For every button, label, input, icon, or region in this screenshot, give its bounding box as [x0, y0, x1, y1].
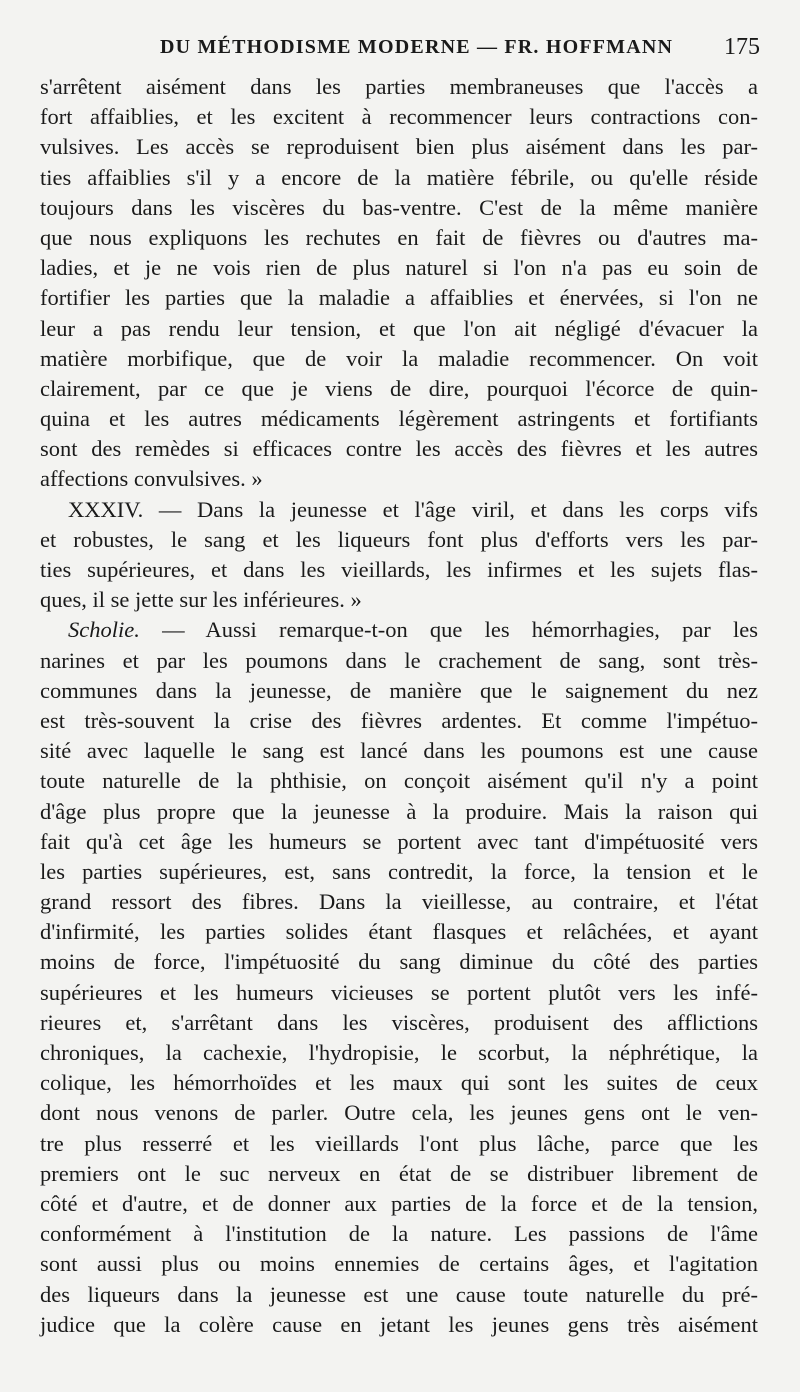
text-line: clairement, par ce que je viens de dire, pourquoi l'écorce de quin- — [40, 375, 758, 401]
text-line: chroniques, la cachexie, l'hydropisie, le scorbut, la néphrétique, la — [40, 1040, 758, 1065]
text-line: côté et d'autre, et de donner aux parties de la force et de la tension, — [40, 1190, 758, 1216]
text-line: ques, il se jette sur les inférieures. » — [40, 587, 362, 613]
text-line: fort affaiblies, et les excitent à recommencer leurs contractions con- — [40, 104, 758, 130]
text-line: ladies, et je ne vois rien de plus naturel si l'on n'a pas eu soin de — [40, 255, 758, 281]
text-line: conformément à l'institution de la nature. Les passions de l'âme — [40, 1221, 758, 1247]
running-title: DU MÉTHODISME MODERNE — FR. HOFFMANN — [160, 36, 674, 58]
text-line: sont aussi plus ou moins ennemies de certains âges, et l'agitation — [40, 1251, 758, 1277]
text-line: quina et les autres médicaments légèrement astringents et fortifiants — [40, 406, 758, 432]
body-text — [40, 72, 758, 1340]
text-line: ties supérieures, et dans les vieillards, les infirmes et les sujets flas- — [40, 557, 758, 582]
text-line: dont nous venons de parler. Outre cela, les jeunes gens ont le ven- — [40, 1100, 758, 1126]
page-header — [40, 36, 760, 66]
page-number: 175 — [724, 34, 760, 60]
text-line: toujours dans les viscères du bas-ventre. C'est de la même manière — [40, 194, 758, 220]
text-line: ties affaiblies s'il y a encore de la matière fébrile, ou qu'elle réside — [40, 164, 758, 190]
scholie-first-line — [40, 615, 758, 645]
text-line: les parties supérieures, est, sans contredit, la force, la tension et le — [40, 858, 758, 884]
text-line: rieures et, s'arrêtant dans les viscères, produisent des afflictions — [40, 1009, 758, 1035]
text-line: sité avec laquelle le sang est lancé dans les poumons est une cause — [40, 738, 758, 764]
scholie-first-line-text: — Aussi remarque-t-on que les hémorrhagies, par les — [162, 617, 758, 643]
text-line: est très-souvent la crise des fièvres ardentes. Et comme l'impétuo- — [40, 707, 758, 733]
text-line: et robustes, le sang et les liqueurs font plus d'efforts vers les par- — [40, 526, 758, 552]
text-line: affections convulsives. » — [40, 466, 263, 492]
text-line: matière morbifique, que de voir la maladie recommencer. On voit — [40, 345, 758, 371]
text-line: fortifier les parties que la maladie a affaiblies et énervées, si l'on ne — [40, 285, 758, 311]
text-line: s'arrêtent aisément dans les parties membraneuses que l'accès a — [40, 74, 758, 99]
section-xxxiv-first-line: XXXIV. — Dans la jeunesse et l'âge viril, et dans les corps vifs — [68, 496, 758, 522]
text-line: vulsives. Les accès se reproduisent bien plus aisément dans les par- — [40, 134, 758, 160]
text-line: d'âge plus propre que la jeunesse à la produire. Mais la raison qui — [40, 798, 758, 824]
text-line: communes dans la jeunesse, de manière que le saignement du nez — [40, 677, 758, 703]
text-line: colique, les hémorrhoïdes et les maux qui sont les suites de ceux — [40, 1070, 758, 1096]
text-line: tre plus resserré et les vieillards l'ont plus lâche, parce que les — [40, 1130, 758, 1156]
text-line: toute naturelle de la phthisie, on conçoit aisément qu'il n'y a point — [40, 768, 758, 794]
text-line: des liqueurs dans la jeunesse est une cause toute naturelle du pré- — [40, 1281, 758, 1307]
text-line: leur a pas rendu leur tension, et que l'on ait négligé d'évacuer la — [40, 315, 758, 341]
text-line: grand ressort des fibres. Dans la vieillesse, au contraire, et l'état — [40, 889, 758, 915]
text-line: que nous expliquons les rechutes en fait de fièvres ou d'autres ma- — [40, 224, 758, 250]
text-line: supérieures et les humeurs vicieuses se portent plutôt vers les infé- — [40, 979, 758, 1005]
text-line: sont des remèdes si efficaces contre les accès des fièvres et les autres — [40, 436, 758, 462]
text-line: premiers ont le suc nerveux en état de se distribuer librement de — [40, 1160, 758, 1186]
text-line: d'infirmité, les parties solides étant flasques et relâchées, et ayant — [40, 919, 758, 945]
text-line: moins de force, l'impétuosité du sang diminue du côté des parties — [40, 949, 758, 975]
scholie-label: Scholie. — [68, 617, 140, 643]
text-line: fait qu'à cet âge les humeurs se portent avec tant d'impétuosité vers — [40, 828, 758, 854]
text-line: narines et par les poumons dans le crachement de sang, sont très- — [40, 647, 758, 673]
text-line: judice que la colère cause en jetant les jeunes gens très aisément — [40, 1311, 758, 1337]
